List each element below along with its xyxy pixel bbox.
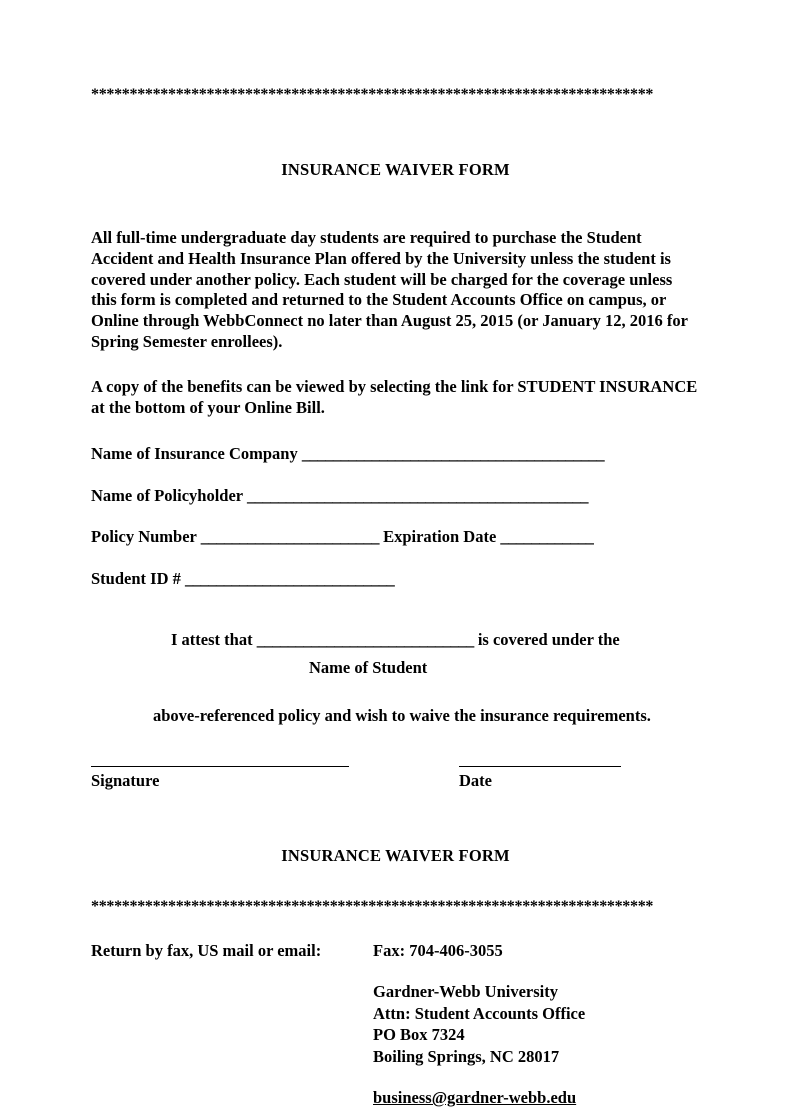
separator-top: ************************************************************************* <box>91 86 654 103</box>
signature-line[interactable] <box>91 766 349 767</box>
field-policyholder-label: Name of Policyholder <box>91 485 243 505</box>
attestation-suffix: is covered under the <box>477 629 620 649</box>
attestation-line[interactable] <box>91 629 700 650</box>
footer-details <box>373 940 700 1109</box>
attestation-caption: Name of Student <box>309 658 428 678</box>
field-expiration-date-label: Expiration Date <box>383 527 497 547</box>
page-title-top: INSURANCE WAIVER FORM <box>281 159 510 179</box>
signature-row <box>91 766 700 806</box>
separator-bottom: ************************************************************************* <box>91 898 654 916</box>
footer-address-line-1: Gardner-Webb University <box>373 982 559 1002</box>
page-title-bottom: INSURANCE WAIVER FORM <box>281 846 510 866</box>
field-policyholder[interactable] <box>91 485 700 506</box>
field-student-id-blank[interactable]: ___________________________ <box>184 568 395 588</box>
attestation-name-blank[interactable]: ____________________________ <box>256 629 474 649</box>
field-insurance-company[interactable] <box>91 443 700 464</box>
field-insurance-company-blank[interactable]: _______________________________________ <box>301 444 605 464</box>
field-policy-number-label: Policy Number <box>91 527 197 547</box>
attestation-continuation: above-referenced policy and wish to waive the insurance requirements. <box>153 706 651 726</box>
field-student-id-label: Student ID # <box>91 568 181 588</box>
field-student-id[interactable] <box>91 568 700 589</box>
footer-address-line-2: Attn: Student Accounts Office <box>373 1003 586 1023</box>
footer-fax: Fax: 704-406-3055 <box>373 941 503 960</box>
footer-contact <box>91 940 700 1109</box>
paragraph-benefits: A copy of the benefits can be viewed by selecting the link for STUDENT INSURANCE at the bottom of your Online Bill. <box>91 377 698 418</box>
date-label: Date <box>459 771 492 791</box>
attestation-prefix: I attest that <box>171 629 253 649</box>
footer-return-label: Return by fax, US mail or email: <box>91 941 322 960</box>
paragraph-requirement: All full-time undergraduate day students are required to purchase the Student Accident and Health Insurance Plan offered by the University unless the student is covered under another policy. Each student will be charged for the coverage unless this form is completed and returned to the Student Accounts Office on campus, or Online through WebbConnect no later than August 25, 2015 (or January 12, 2016 for Spring Semester enrollees). <box>91 227 688 352</box>
field-policy-number-blank[interactable]: _______________________ <box>200 527 379 547</box>
footer-address-line-3: PO Box 7324 <box>373 1025 465 1045</box>
footer-address-line-4: Boiling Springs, NC 28017 <box>373 1046 560 1066</box>
field-policy-number[interactable] <box>91 526 700 547</box>
footer-email-link[interactable]: business@gardner-webb.edu <box>373 1088 577 1108</box>
field-insurance-company-label: Name of Insurance Company <box>91 444 298 464</box>
date-line[interactable] <box>459 766 621 767</box>
field-expiration-date-blank[interactable]: ____________ <box>500 527 594 547</box>
field-policyholder-blank[interactable]: ____________________________________________ <box>246 485 588 505</box>
document-content <box>91 86 700 1109</box>
signature-label: Signature <box>91 771 160 791</box>
